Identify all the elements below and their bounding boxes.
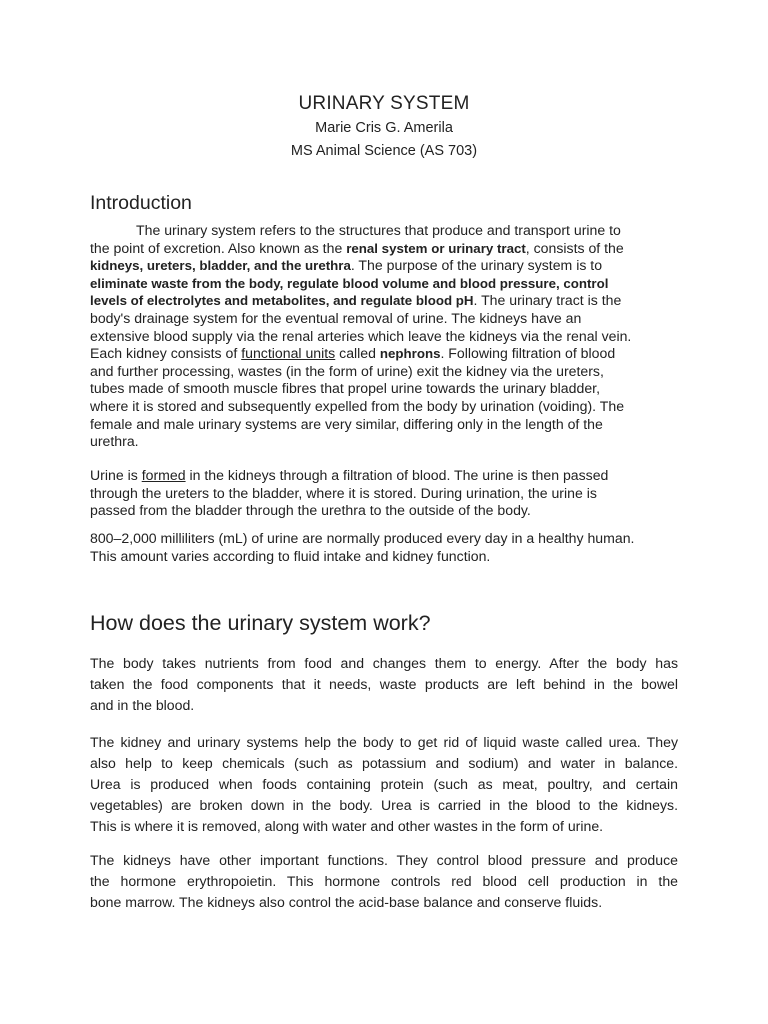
text-line: passed from the bladder through the urethra to the outside of the body.	[90, 502, 531, 519]
underlined-link[interactable]: formed	[141, 467, 186, 483]
text-line: bone marrow. The kidneys also control the acid-base balance and conserve fluids.	[90, 894, 603, 910]
text-line: This amount varies according to fluid intake and kidney function.	[90, 547, 491, 564]
text-line: taken the food components that it needs, waste products are left behind in the bowel	[90, 676, 678, 692]
text-run: called	[335, 345, 380, 362]
work-paragraph-3	[90, 850, 678, 913]
text-run: in the kidneys through a filtration of blood. The urine is then passed	[185, 467, 609, 483]
text-line: urethra.	[90, 433, 139, 450]
author-name: Marie Cris G. Amerila	[315, 120, 453, 136]
text-line: vegetables) are broken down in the body. Urea is carried in the blood to the kidneys.	[90, 797, 678, 813]
text-line	[90, 240, 678, 258]
text-run: . The urinary tract is the	[473, 292, 622, 309]
text-run: Each kidney consists of	[90, 345, 242, 362]
text-line: body's drainage system for the eventual removal of urine. The kidneys have an	[90, 309, 582, 326]
course-name: MS Animal Science (AS 703)	[290, 143, 478, 159]
text-run: . Following filtration of blood	[440, 345, 616, 362]
text-line: The kidneys have other important functions. They control blood pressure and produce	[90, 852, 678, 868]
text-line: Urea is produced when foods containing protein (such as meat, poultry, and certain	[90, 776, 678, 792]
text-line	[90, 292, 678, 310]
text-line: through the ureters to the bladder, where it is stored. During urination, the urine is	[90, 484, 597, 501]
text-line: where it is stored and subsequently expelled from the body by urination (voiding). The	[90, 397, 625, 414]
text-run: . The purpose of the urinary system is to	[350, 257, 603, 274]
text-line: and in the blood.	[90, 697, 195, 713]
bold-term: renal system or urinary tract	[346, 240, 526, 256]
text-line: female and male urinary systems are very similar, differing only in the length of the	[90, 415, 603, 432]
text-line: extensive blood supply via the renal arteries which leave the kidneys via the renal vein.	[90, 327, 632, 344]
work-paragraph-2	[90, 732, 678, 837]
bold-term: kidneys, ureters, bladder, and the urethra	[90, 258, 351, 274]
text-line: The urinary system refers to the structures that produce and transport urine to	[136, 222, 621, 238]
text-run: , consists of the	[525, 239, 624, 256]
text-line: also help to keep chemicals (such as potassium and sodium) and water in balance.	[90, 755, 678, 771]
text-line: the hormone erythropoietin. This hormone controls red blood cell production in the	[90, 873, 678, 889]
underlined-link[interactable]: functional units	[241, 345, 336, 362]
work-paragraph-1	[90, 653, 678, 716]
text-line: 800–2,000 milliliters (mL) of urine are normally produced every day in a healthy human.	[90, 530, 635, 546]
text-line	[90, 345, 678, 363]
bold-line: eliminate waste from the body, regulate blood volume and blood pressure, control	[90, 275, 609, 291]
text-line: tubes made of smooth muscle fibres that propel urine towards the urinary bladder,	[90, 380, 600, 397]
how-it-works-heading: How does the urinary system work?	[90, 611, 431, 635]
text-line	[90, 467, 678, 485]
introduction-heading: Introduction	[90, 192, 192, 214]
text-line: The kidney and urinary systems help the body to get rid of liquid waste called urea. They	[90, 734, 678, 750]
intro-paragraph-1	[90, 222, 678, 451]
text-run: the point of excretion. Also known as the	[90, 239, 347, 256]
text-line: The body takes nutrients from food and changes them to energy. After the body has	[90, 655, 678, 671]
intro-paragraph-3	[90, 530, 678, 565]
intro-paragraph-2	[90, 467, 678, 520]
text-line: and further processing, wastes (in the form of urine) exit the kidney via the ureters,	[90, 362, 604, 379]
bold-term: nephrons	[379, 346, 441, 362]
text-line: This is where it is removed, along with water and other wastes in the form of urine.	[90, 818, 604, 834]
bold-term: levels of electrolytes and metabolites, and regulate blood pH	[90, 293, 474, 309]
text-line	[90, 257, 678, 275]
document-title: URINARY SYSTEM	[298, 93, 470, 114]
text-run: Urine is	[90, 467, 142, 483]
